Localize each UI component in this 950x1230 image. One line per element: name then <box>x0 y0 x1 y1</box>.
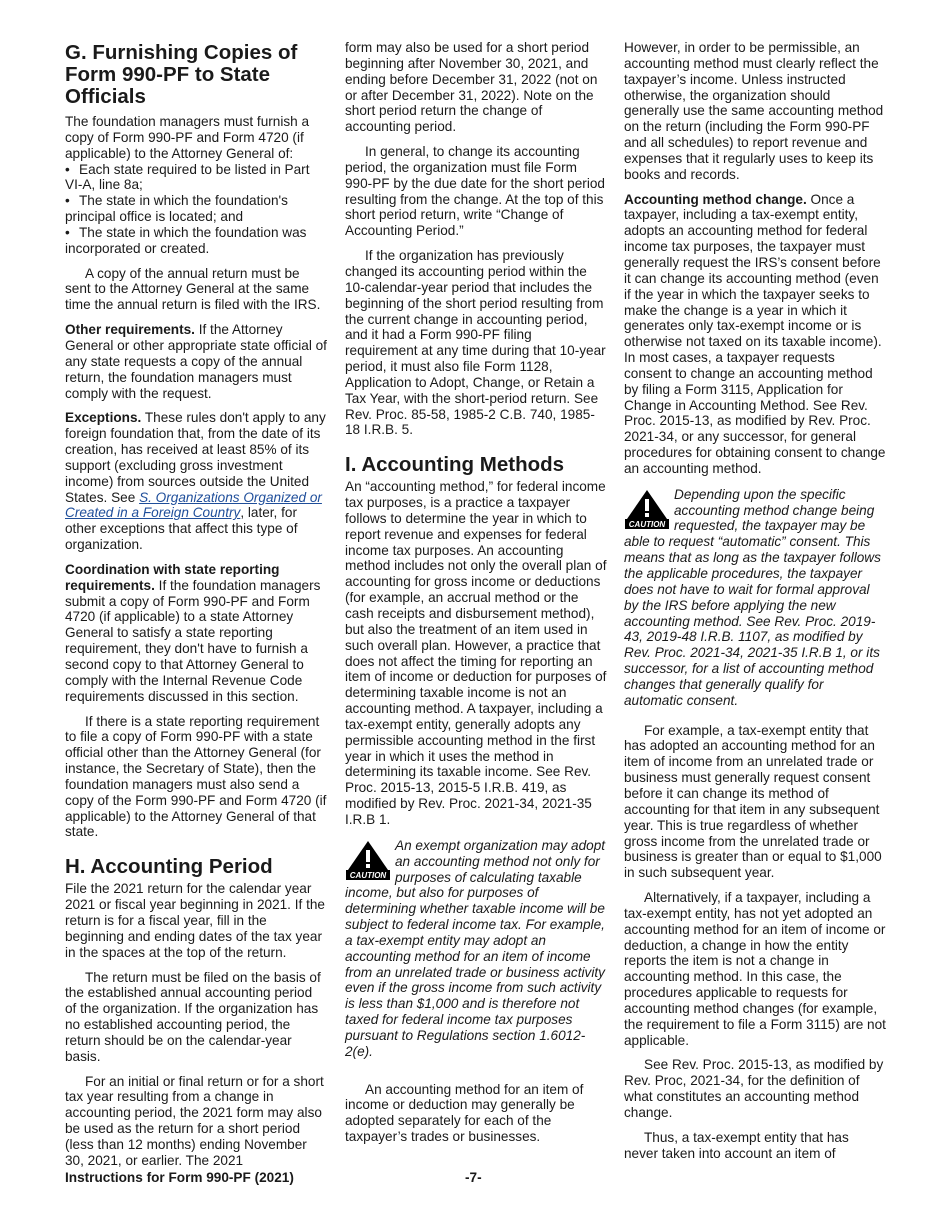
caution-text: An exempt organization may adopt an accounting method not only for purposes of calculating taxable income, but also for purposes of determining whether taxable income will be subject to federal income tax. For example, a tax-exempt entity may adopt an accounting method for an item of income from an unrelated trade or business activity even if the gross income from such activity is less than $1,000 and is therefore not taxed for federal income tax purposes pursuant to Regulations section 1.6012-2(e). <box>345 837 606 1059</box>
short-period-paragraph: form may also be used for a short period beginning after November 30, 2021, and ending before December 31, 2022 (not on or after December 31, 2022). Note on the short period return the change of accounting period. <box>345 40 598 135</box>
bullet-icon: • <box>65 224 70 240</box>
exceptions-text: These rules don't apply to any foreign foundation that, from the date of its creation, has received at least 85% of its support (excluding gross investment income) from sources outside the United States. See <box>65 410 326 505</box>
caution-text: Depending upon the specific accounting method change being requested, the taxpayer may be able to request “automatic” consent. This means that as long as the taxpayer follows the applicable procedures, the taxpayer does not have to wait for formal approval by the IRS before applying the new accounting method. See Rev. Proc. 2019-43, 2019-48 I.R.B. 1107, as modified by Rev. Proc. 2021-34, 2021-35 I.R.B 1, or its successor, for a list of accounting method changes that generally qualify for automatic consent. <box>624 486 881 708</box>
section-i-heading: I. Accounting Methods <box>345 453 565 477</box>
column-right <box>624 40 886 1171</box>
caution-icon-label: CAUTION <box>628 519 666 529</box>
list-item <box>65 162 327 194</box>
caution-icon <box>624 488 670 530</box>
coordination-paragraph <box>65 562 327 705</box>
section-g-intro: The foundation managers must furnish a copy of Form 990-PF and Form 4720 (if applicable) to the Attorney General of: <box>65 114 310 161</box>
footer-form-title: Instructions for Form 990-PF (2021) <box>65 1170 294 1185</box>
other-requirements-lead: Other requirements. <box>65 322 195 338</box>
state-reporting-paragraph: If there is a state reporting requirement to file a copy of Form 990-PF with a state official other than the Attorney General (for instance, the Secretary of State), then the foundation managers must also send a copy of the Form 990-PF and Form 4720 (if applicable) to the Attorney General of that state. <box>65 713 327 840</box>
previous-change-paragraph: If the organization has previously changed its accounting period within the 10-calendar-year period that includes the beginning of the short period resulting from the current change in accounting period, and it had a Form 990-PF filing requirement at any time during that 10-year period, it must also file Form 1128, Application to Adopt, Change, or Retain a Tax Year, with the short-period return. See Rev. Proc. 85-58, 1985-2 C.B. 740, 1985-18 I.R.B. 5. <box>345 248 606 438</box>
bullet-icon: • <box>65 161 70 177</box>
page-number: -7- <box>465 1170 482 1185</box>
other-requirements-paragraph <box>65 322 327 401</box>
caution-note-automatic <box>624 487 886 709</box>
coordination-lead: Coordination with state reporting requirements. <box>65 561 280 593</box>
method-change-text: Once a taxpayer, including a tax-exempt entity, adopts an accounting method for federal income tax purposes, the taxpayer must generally request the IRS’s consent before it can change its accounting method (even if the year in which the taxpayer seeks to make the change is a year in which it generates only tax-exempt income or is otherwise not taxed on its taxable income). In most cases, a taxpayer requests consent to change an accounting method by filing a Form 3115, Application for Change in Accounting Method. See Rev. Proc. 2015-13, as modified by Rev. Proc. 2021-34, or any successor, for general procedures for obtaining consent to change an accounting method. <box>624 191 886 476</box>
bullet-list <box>65 162 327 257</box>
list-item <box>65 225 327 257</box>
section-h-paragraph-2: The return must be filed on the basis of the established annual accounting period of the organization. If the organization has no established accounting period, the return should be on the calendar-year basis. <box>65 969 321 1064</box>
section-g-paragraph: A copy of the annual return must be sent to the Attorney General at the same time the annual return is filed with the IRS. <box>65 265 321 313</box>
list-item-text: Each state required to be listed in Part VI-A, line 8a; <box>65 161 310 193</box>
section-h-heading: H. Accounting Period <box>65 855 273 879</box>
coordination-text: If the foundation managers submit a copy of Form 990-PF and Form 4720 (if applicable) to a state Attorney General to satisfy a state reporting requirement, they don't have to furnish a second copy to that Attorney General to comply with the Internal Revenue Code requirements discussed in this section. <box>65 577 321 704</box>
definition-reference-paragraph: See Rev. Proc. 2015-13, as modified by Rev. Proc, 2021-34, for the definition of what constitutes an accounting method change. <box>624 1057 884 1120</box>
change-period-paragraph: In general, to change its accounting period, the organization must file Form 990-PF by the due date for the short period resulting from the change. At the top of this short period return, write “Change of Accounting Period.” <box>345 144 605 239</box>
separate-methods-paragraph: An accounting method for an item of income or deduction may generally be adopted separately for each of the taxpayer’s trades or businesses. <box>345 1081 584 1145</box>
method-change-lead: Accounting method change. <box>624 191 807 207</box>
example-paragraph: For example, a tax-exempt entity that has adopted an accounting method for an item of income from an unrelated trade or business must generally request consent before it can change its method of accounting for that item in any subsequent year. This is true regardless of whether gross income from the unrelated trade or business is greater than or equal to $1,000 in such subsequent year. <box>624 722 882 881</box>
accounting-method-definition: An “accounting method,” for federal income tax purposes, is a practice a taxpayer follows to determine the year in which to report revenue and expenses for federal income tax purposes. An accounting method includes not only the overall plan of accounting for gross income or deductions (for example, an accrual method or the cash receipts and disbursement method), but also the treatment of an item used in such overall plan. However, a practice that does not affect the timing for reporting an item of income or deduction for purposes of determining taxable income is not an accounting method. A taxpayer, including a tax-exempt entity, generally adopts any permissible accounting method in the first year in which it uses the method in determining its taxable income. See Rev. Proc. 2015-13, 2015-5 I.R.B. 419, as modified by Rev. Proc. 2021-34, 2021-35 I.R.B 1. <box>345 479 607 827</box>
method-change-paragraph <box>624 192 886 477</box>
exceptions-text-end: , later, for other exceptions that affect this type of organization. <box>65 505 298 553</box>
list-item-text: The state in which the foundation's principal office is located; and <box>65 193 288 225</box>
foreign-organizations-link[interactable]: S. Organizations Organized or Created in a Foreign Country <box>65 489 322 521</box>
never-taken-paragraph: Thus, a tax-exempt entity that has never taken into account an item of <box>624 1129 849 1161</box>
caution-note <box>345 838 607 1060</box>
alternatively-paragraph: Alternatively, if a taxpayer, including a tax-exempt entity, has not yet adopted an accounting method for an item of income or deduction, a change in how the entity reports the item is not a change in accounting method. In this case, the procedures applicable to requests for accounting method changes (for example, the requirement to file a Form 3115) are not applicable. <box>624 890 886 1048</box>
section-g-heading: G. Furnishing Copies of Form 990-PF to State Officials <box>65 41 298 108</box>
exceptions-paragraph <box>65 410 327 553</box>
column-middle <box>345 40 607 1154</box>
list-item <box>65 193 327 225</box>
other-requirements-text: If the Attorney General or other appropriate state official of any state requests a copy of the annual return, the foundation managers must comply with the request. <box>65 322 327 401</box>
caution-icon <box>345 839 391 881</box>
section-h-paragraph-1: File the 2021 return for the calendar year 2021 or fiscal year beginning in 2021. If the return is for a fiscal year, fill in the beginning and ending dates of the tax year in the spaces at the top of the return. <box>65 881 325 960</box>
column-left <box>65 40 327 1178</box>
bullet-icon: • <box>65 193 70 209</box>
caution-icon-label: CAUTION <box>349 871 387 881</box>
clearly-reflect-paragraph: However, in order to be permissible, an accounting method must clearly reflect the taxpayer’s income. Unless instructed otherwise, the organization should generally use the same accounting method on the return (including the Form 990-PF and all schedules) to report revenue and expenses that it regularly uses to keep its books and records. <box>624 40 884 182</box>
list-item-text: The state in which the foundation was incorporated or created. <box>65 224 307 256</box>
exceptions-lead: Exceptions. <box>65 410 142 426</box>
section-h-paragraph-3: For an initial or final return or for a short tax year resulting from a change in accounting period, the 2021 form may also be used as the return for a short period (less than 12 months) ending November 30, 2021, or earlier. The 2021 <box>65 1073 324 1168</box>
